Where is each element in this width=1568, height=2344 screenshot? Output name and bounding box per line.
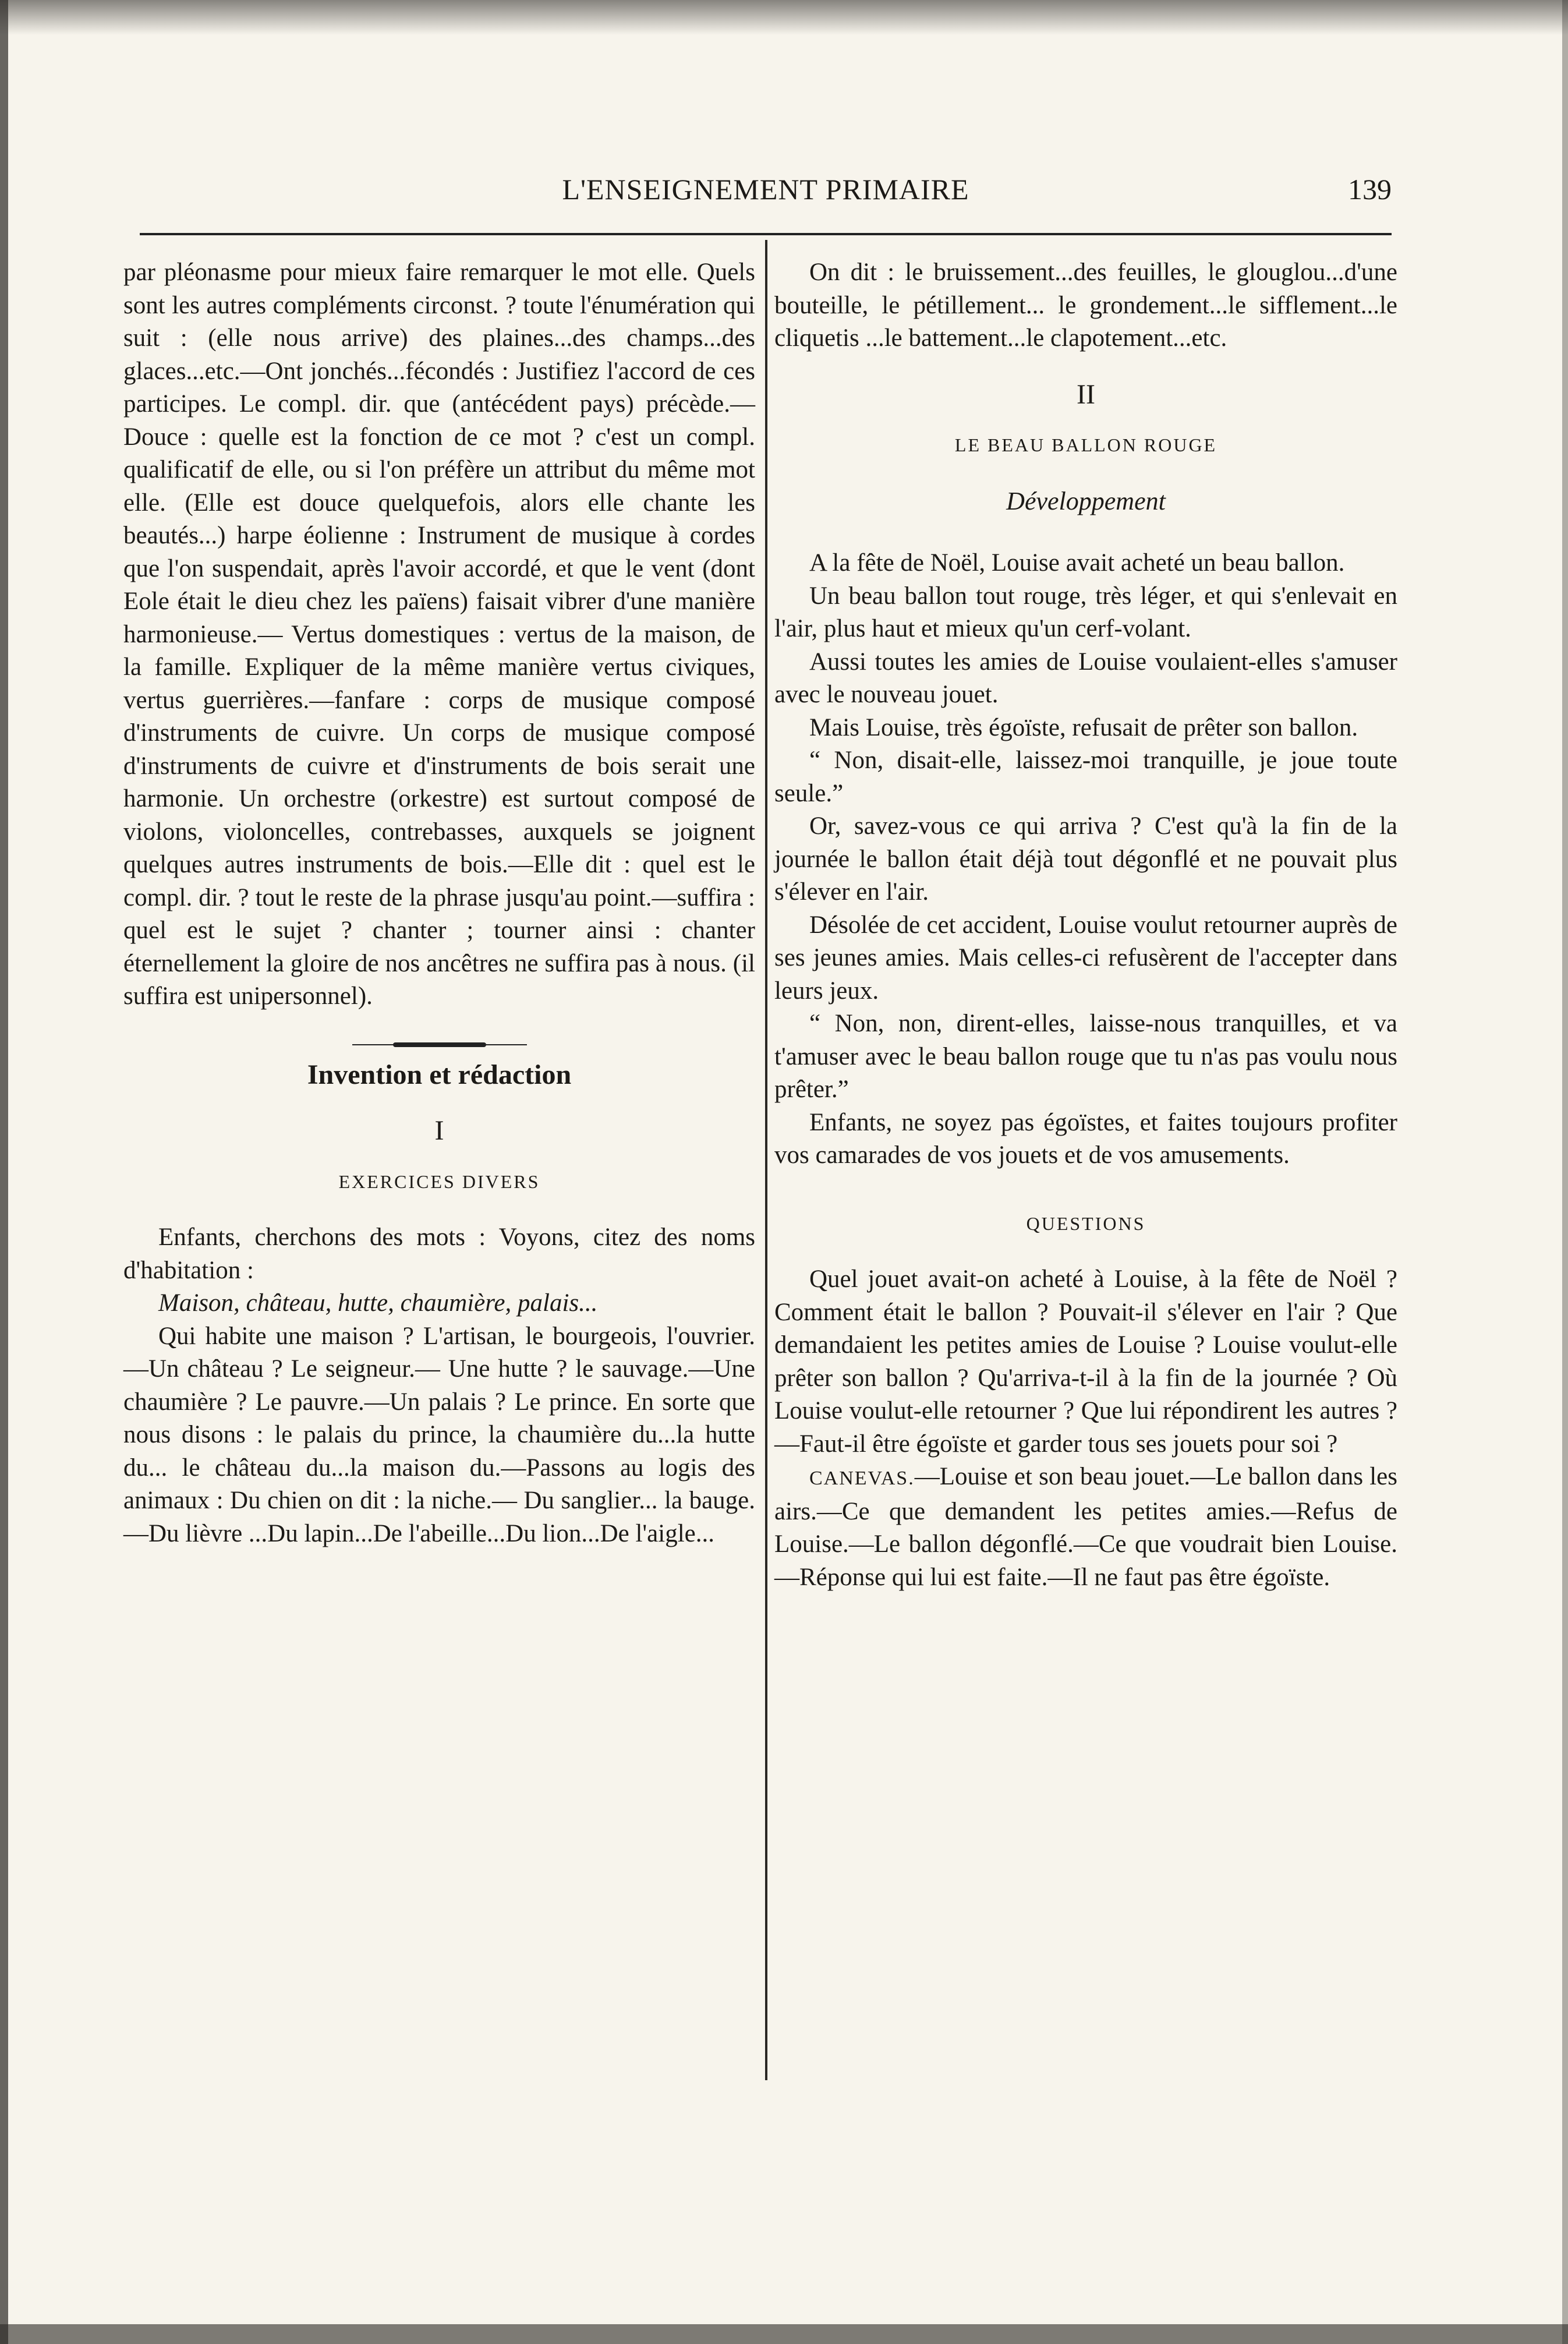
scan-edge-bottom <box>0 2324 1568 2344</box>
questions-text: Quel jouet avait-on acheté à Louise, à la fête de Noël ? Comment était le ballon ? Pouvait-il s'élever en l'air ? Que demandaient les petites amies de Louise ? Louise voulut-elle prêter son ballon ? Qu'arriva-t-il à la fin de la journée ? Où Louise voulut-elle retourner ? Que lui répondirent les autres ?—Faut-il être égoïste et garder tous ses jouets pour soi ? <box>774 1265 1397 1458</box>
questions-heading: QUESTIONS <box>1026 1212 1146 1234</box>
canevas-paragraph <box>774 1461 1397 1594</box>
left-paragraph-continuation: par pléonasme pour mieux faire remarquer le mot elle. Quels sont les autres compléments circonst. ? toute l'énumération qui suit : (elle nous arrive) des plaines...des champs...des glaces...etc.—Ont jonchés...fécondés : Justifiez l'accord de ces participes. Le compl. dir. que (antécédent pays) précède.—Douce : quelle est la fonction de ce mot ? c'est un compl. qualificatif de elle, ou si l'on préfère un attribut du même mot elle. (Elle est douce quelquefois, alors elle chante les beautés...) harpe éolienne : Instrument de musique à cordes que l'on suspendait, après l'avoir accordé, et que le vent (dont Eole était le dieu chez les païens) faisait vibrer d'une manière harmonieuse.— Vertus domestiques : vertus de la maison, de la famille. Expliquer de la même manière vertus civiques, vertus guerrières.—fanfare : corps de musique composé d'instruments de cuivre. Un corps de musique composé d'instruments de cuivre et d'instruments de bois serait une harmonie. Un orchestre (orkestre) est surtout composé de violons, violoncelles, contrebasses, auxquels se joignent quelques autres instruments de bois.—Elle dit : quel est le compl. dir. ? tout le reste de la phrase jusqu'au point.—suffira : quel est le sujet ? chanter ; tourner ainsi : chanter éternellement la gloire de nos ancêtres ne suffira pas à nous. (il suffira est unipersonnel). <box>123 259 755 1010</box>
story-paragraph: A la fête de Noël, Louise avait acheté un beau ballon. <box>809 549 1345 577</box>
story-paragraph: Aussi toutes les amies de Louise voulaient-elles s'amuser avec le nouveau jouet. <box>774 648 1397 708</box>
section-number-i: I <box>434 1115 444 1146</box>
story-paragraph: Mais Louise, très égoïste, refusait de prêter son ballon. <box>809 713 1358 741</box>
right-column <box>774 256 1397 1594</box>
story-paragraph: Désolée de cet accident, Louise voulut retourner auprès de ses jeunes amies. Mais celles-ci refusèrent de l'accepter dans leurs jeux. <box>774 911 1397 1005</box>
canevas-text: —Louise et son beau jouet.—Le ballon dans les airs.—Ce que demandent les petites amies.—Refus de Louise.—Le ballon dégonflé.—Ce que voudrait bien Louise.—Réponse qui lui est faite.—Il ne faut pas être égoïste. <box>774 1463 1397 1591</box>
exercise-intro: Enfants, cherchons des mots : Voyons, citez des noms d'habitation : <box>123 1224 755 1284</box>
story-paragraph: “ Non, disait-elle, laissez-moi tranquille, je joue toute seule.” <box>774 747 1397 807</box>
scan-edge-left <box>0 0 8 2344</box>
sounds-paragraph: On dit : le bruissement...des feuilles, le glouglou...d'une bouteille, le pétillement... le grondement...le sifflement...le cliquetis ...le battement...le clapotement...etc. <box>774 259 1397 352</box>
canevas-label: CANEVAS. <box>809 1468 915 1489</box>
section-number-ii: II <box>1077 379 1095 410</box>
habitation-list: Maison, château, hutte, chaumière, palais... <box>158 1289 598 1317</box>
story-paragraph: Enfants, ne soyez pas égoïstes, et faites toujours profiter vos camarades de vos jouets et de vos amusements. <box>774 1108 1397 1169</box>
story-subtitle: Développement <box>1006 486 1166 515</box>
page-number: 139 <box>1348 173 1392 206</box>
header-rule <box>140 233 1392 235</box>
scan-edge-top <box>0 0 1568 35</box>
running-header <box>140 172 1392 219</box>
scan-edge-right <box>1562 0 1568 2344</box>
section-ornament <box>352 1042 527 1047</box>
column-divider <box>765 240 767 2080</box>
story-paragraph: “ Non, non, dirent-elles, laisse-nous tranquilles, et va t'amuser avec le beau ballon rouge que tu n'as pas voulu nous prêter.” <box>774 1010 1397 1103</box>
story-title: LE BEAU BALLON ROUGE <box>954 434 1217 455</box>
story-paragraph: Un beau ballon tout rouge, très léger, et qui s'enlevait en l'air, plus haut et mieux qu'un cerf-volant. <box>774 582 1397 642</box>
section-heading: Invention et rédaction <box>307 1059 572 1090</box>
left-column <box>123 256 755 1550</box>
story-paragraph: Or, savez-vous ce qui arriva ? C'est qu'à la fin de la journée le ballon était déjà tout dégonflé et ne pouvait plus s'élever en l'air. <box>774 812 1397 906</box>
running-title: L'ENSEIGNEMENT PRIMAIRE <box>562 173 969 206</box>
habitation-questions: Qui habite une maison ? L'artisan, le bourgeois, l'ouvrier.—Un château ? Le seigneur.— Une hutte ? le sauvage.—Une chaumière ? Le pauvre.—Un palais ? Le prince. En sorte que nous disons : le palais du prince, la chaumière du...la hutte du... le château du...la maison du.—Passons au logis des animaux : Du chien on dit : la niche.— Du sanglier... la bauge.—Du lièvre ...Du lapin...De l'abeille...Du lion...De l'aigle... <box>123 1322 755 1547</box>
exercise-subheading: EXERCICES DIVERS <box>338 1171 540 1192</box>
